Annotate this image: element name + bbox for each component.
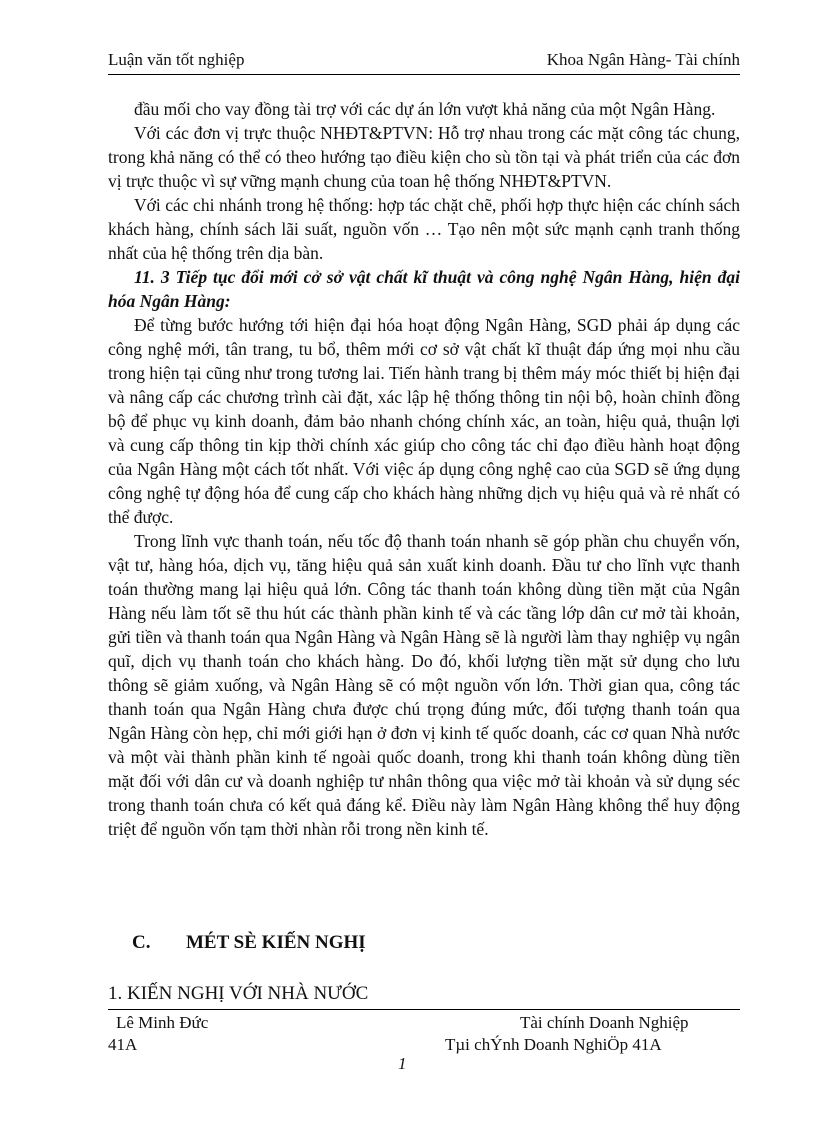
section-heading-11-3: 11. 3 Tiếp tục đổi mới cở sở vật chất kĩ thuật và công nghệ Ngân Hàng, hiện đại hóa Ngân Hàng: [108,267,740,311]
footer-divider [108,1009,740,1010]
footer-class-left: 41A [108,1035,138,1054]
section-title: MÉT SÈ KIẾN NGHỊ [186,932,366,953]
paragraph: đầu mối cho vay đồng tài trợ với các dự án lớn vượt khả năng của một Ngân Hàng. [134,99,716,119]
subsection-heading: 1. KIẾN NGHỊ VỚI NHÀ NƯỚC [108,983,369,1004]
paragraph: Để từng bước hướng tới hiện đại hóa hoạt động Ngân Hàng, SGD phải áp dụng các công nghệ mới, tân trang, tu bổ, thêm mới cơ sở vật chất kĩ thuật đáp ứng mọi nhu cầu trong hiện tại cũng như trong tương lai. Tiến hành trang bị thêm máy móc thiết bị hiện đại và nâng cấp các chương trình cài đặt, xác lập hệ thống thông tin nội bộ, hoàn chỉnh đồng bộ để phục vụ kinh doanh, đảm bảo nhanh chóng chính xác, an toàn, hiệu quả, thuận lợi và cung cấp thông tin kịp thời chính xác giúp cho công tác chỉ đạo điều hành hoạt động của Ngân Hàng một cách tốt nhất. Với việc áp dụng công nghệ cao của SGD sẽ ứng dụng công nghệ tự động hóa để cung cấp cho khách hàng những dịch vụ hiệu quả và rẻ nhất có thể được. [108,315,740,527]
paragraph: Với các chi nhánh trong hệ thống: hợp tác chặt chẽ, phối hợp thực hiện các chính sách khách hàng, chính sách lãi suất, nguồn vốn … Tạo nên một sức mạnh cạnh tranh thống nhất của hệ thống trên dịa bàn. [108,195,740,263]
section-heading-c [132,932,366,954]
footer-author: Lê Minh Đức [116,1013,209,1032]
paragraph: Với các đơn vị trực thuộc NHĐT&PTVN: Hỗ trợ nhau trong các mặt công tác chung, trong khả năng có thể có theo hướng tạo điều kiện cho sù tồn tại và phát triển của các đơn vị trực thuộc vì sự vững mạnh chung của toan hệ thống NHĐT&PTVN. [108,123,740,191]
footer-subject: Tài chính Doanh Nghiệp [520,1013,689,1032]
header-right-title: Khoa Ngân Hàng- Tài chính [546,50,740,69]
header-left-title: Luận văn tốt nghiệp [108,50,245,69]
header-divider [108,74,740,75]
paragraph: Trong lĩnh vực thanh toán, nếu tốc độ thanh toán nhanh sẽ góp phần chu chuyển vốn, vật tư, hàng hóa, dịch vụ, tăng hiệu quả sản xuất kinh doanh. Đầu tư cho lĩnh vực thanh toán thường mang lại hiệu quả lớn. Công tác thanh toán không dùng tiền mặt của Ngân Hàng nếu làm tốt sẽ thu hút các thành phần kinh tế và các tầng lớp dân cư mở tài khoản, gửi tiền và thanh toán qua Ngân Hàng và Ngân Hàng sẽ là người làm thay nghiệp vụ ngân quĩ, dịch vụ thanh toán cho khách hàng. Do đó, khối lượng tiền mặt sử dụng cho lưu thông sẽ giảm xuống, và Ngân Hàng sẽ có một nguồn vốn lớn. Thời gian qua, công tác thanh toán qua Ngân Hàng chưa được chú trọng đúng mức, đối tượng thanh toán qua Ngân Hàng còn hẹp, chỉ mới giới hạn ở đơn vị kinh tế quốc doanh, các cơ quan Nhà nước và một vài thành phần kinh tế ngoài quốc doanh, trong khi thanh toán không dùng tiền mặt đối với dân cư và doanh nghiệp tư nhân thông qua việc mở tài khoản và sử dụng séc trong thanh toán chưa có kết quả đáng kể. Điều này làm Ngân Hàng không thể huy động triệt để nguồn vốn tạm thời nhàn rỗi trong nền kinh tế. [108,531,740,839]
document-body [108,97,740,841]
section-number: C. [132,932,151,953]
page-number: 1 [398,1054,407,1073]
footer-class-right: Tµi chÝnh Doanh NghiÖp 41A [445,1035,662,1054]
